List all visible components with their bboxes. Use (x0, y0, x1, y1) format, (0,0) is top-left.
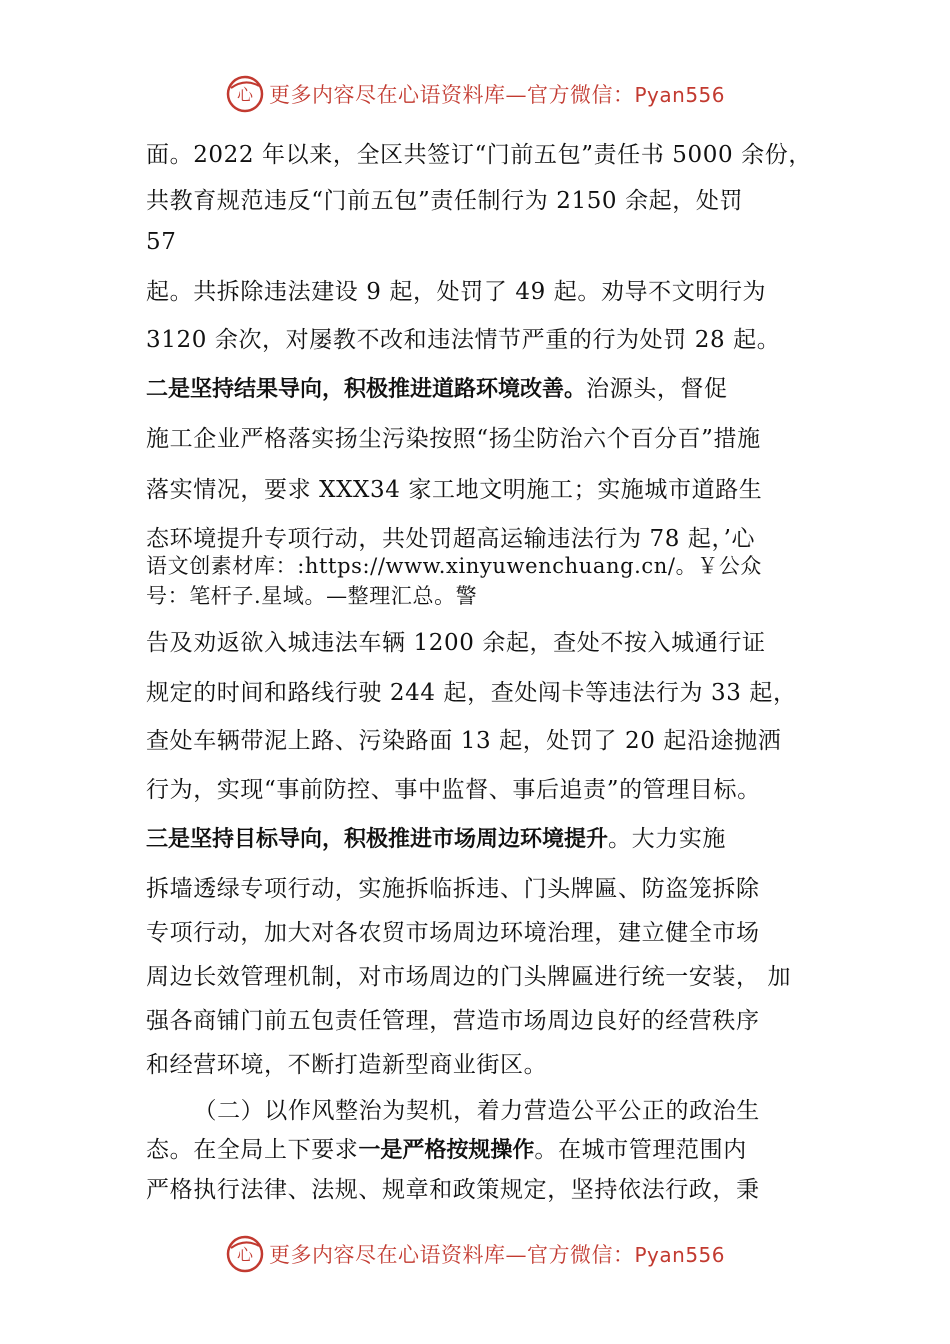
body-line-4: 起。共拆除违法建设 9 起，处罚了 49 起。劝导不文明行为 (146, 279, 767, 305)
brand-logo-icon (225, 74, 265, 114)
body-line-2: 共教育规范违反“门前五包”责任制行为 2150 余起，处罚 (146, 188, 744, 214)
footer-banner (0, 1232, 950, 1276)
footer-brand-account: Pyan556 (634, 1243, 725, 1267)
brand-logo-icon (225, 1234, 265, 1274)
header-brand-account: Pyan556 (634, 83, 725, 107)
body-line-13: 规定的时间和路线行驶 244 起，查处闯卡等违法行为 33 起， (146, 680, 797, 706)
svg-text:心: 心 (236, 85, 253, 104)
body-line-20: 强各商铺门前五包责任管理，营造市场周边良好的经营秩序 (146, 1008, 760, 1034)
body-line-18: 专项行动，加大对各农贸市场周边环境治理，建立健全市场 (146, 920, 760, 946)
body-line-8: 落实情况，要求 XXX34 家工地文明施工；实施城市道路生 (146, 477, 763, 503)
body-line-17: 拆墙透绿专项行动，实施拆临拆违、门头牌匾、防盗笼拆除 (146, 876, 760, 902)
body-line-1: 面。2022 年以来，全区共签订“门前五包”责任书 5000 余份， (146, 142, 812, 168)
body-line-12: 告及劝返欲入城违法车辆 1200 余起，查处不按入城通行证 (146, 630, 766, 656)
header-brand-label: 更多内容尽在心语资料库—官方微信： (268, 83, 635, 107)
body-line-6: 二是坚持结果导向，积极推进道路环境改善。治源头，督促 (146, 376, 728, 402)
body-line-14: 查处车辆带泥上路、污染路面 13 起，处罚了 20 起沿途抛洒 (146, 728, 782, 754)
body-line-19: 周边长效管理机制，对市场周边的门头牌匾进行统一安装， 加 (146, 964, 792, 990)
body-line-10: 语文创素材库：:https://www.xinyuwenchuang.cn/。￥公众 (146, 554, 762, 578)
header-brand-text (269, 79, 725, 109)
body-line-21: 和经营环境，不断打造新型商业街区。 (146, 1052, 548, 1078)
body-line-3: 57 (146, 229, 177, 255)
body-line-5: 3120 余次，对屡教不改和违法情节严重的行为处罚 28 起。 (146, 327, 781, 353)
body-line-9: 态环境提升专项行动，共处罚超高运输违法行为 78 起，’心 (146, 526, 756, 552)
heading-goal-oriented: 三是坚持目标导向，积极推进市场周边环境提升 (146, 827, 609, 852)
body-line-11: 号：笔杆子.星域。—整理汇总。警 (146, 584, 478, 608)
footer-brand-label: 更多内容尽在心语资料库—官方微信： (268, 1243, 635, 1267)
heading-result-oriented: 二是坚持结果导向，积极推进道路环境改善。 (146, 377, 587, 402)
heading-strict-rules: 一是严格按规操作 (358, 1138, 535, 1163)
body-line-24: 严格执行法律、法规、规章和政策规定，坚持依法行政，秉 (146, 1177, 760, 1203)
body-line-23: 态。在全局上下要求一是严格按规操作。在城市管理范围内 (146, 1137, 747, 1163)
body-line-7: 施工企业严格落实扬尘污染按照“扬尘防治六个百分百”措施 (146, 426, 761, 452)
body-line-16: 三是坚持目标导向，积极推进市场周边环境提升。大力实施 (146, 826, 727, 852)
body-line-15: 行为，实现“事前防控、事中监督、事后追责”的管理目标。 (146, 777, 761, 803)
svg-text:心: 心 (236, 1245, 253, 1264)
header-banner (0, 72, 950, 116)
footer-brand-text (269, 1239, 725, 1269)
body-line-22: （二）以作风整治为契机，着力营造公平公正的政治生 (146, 1098, 760, 1124)
